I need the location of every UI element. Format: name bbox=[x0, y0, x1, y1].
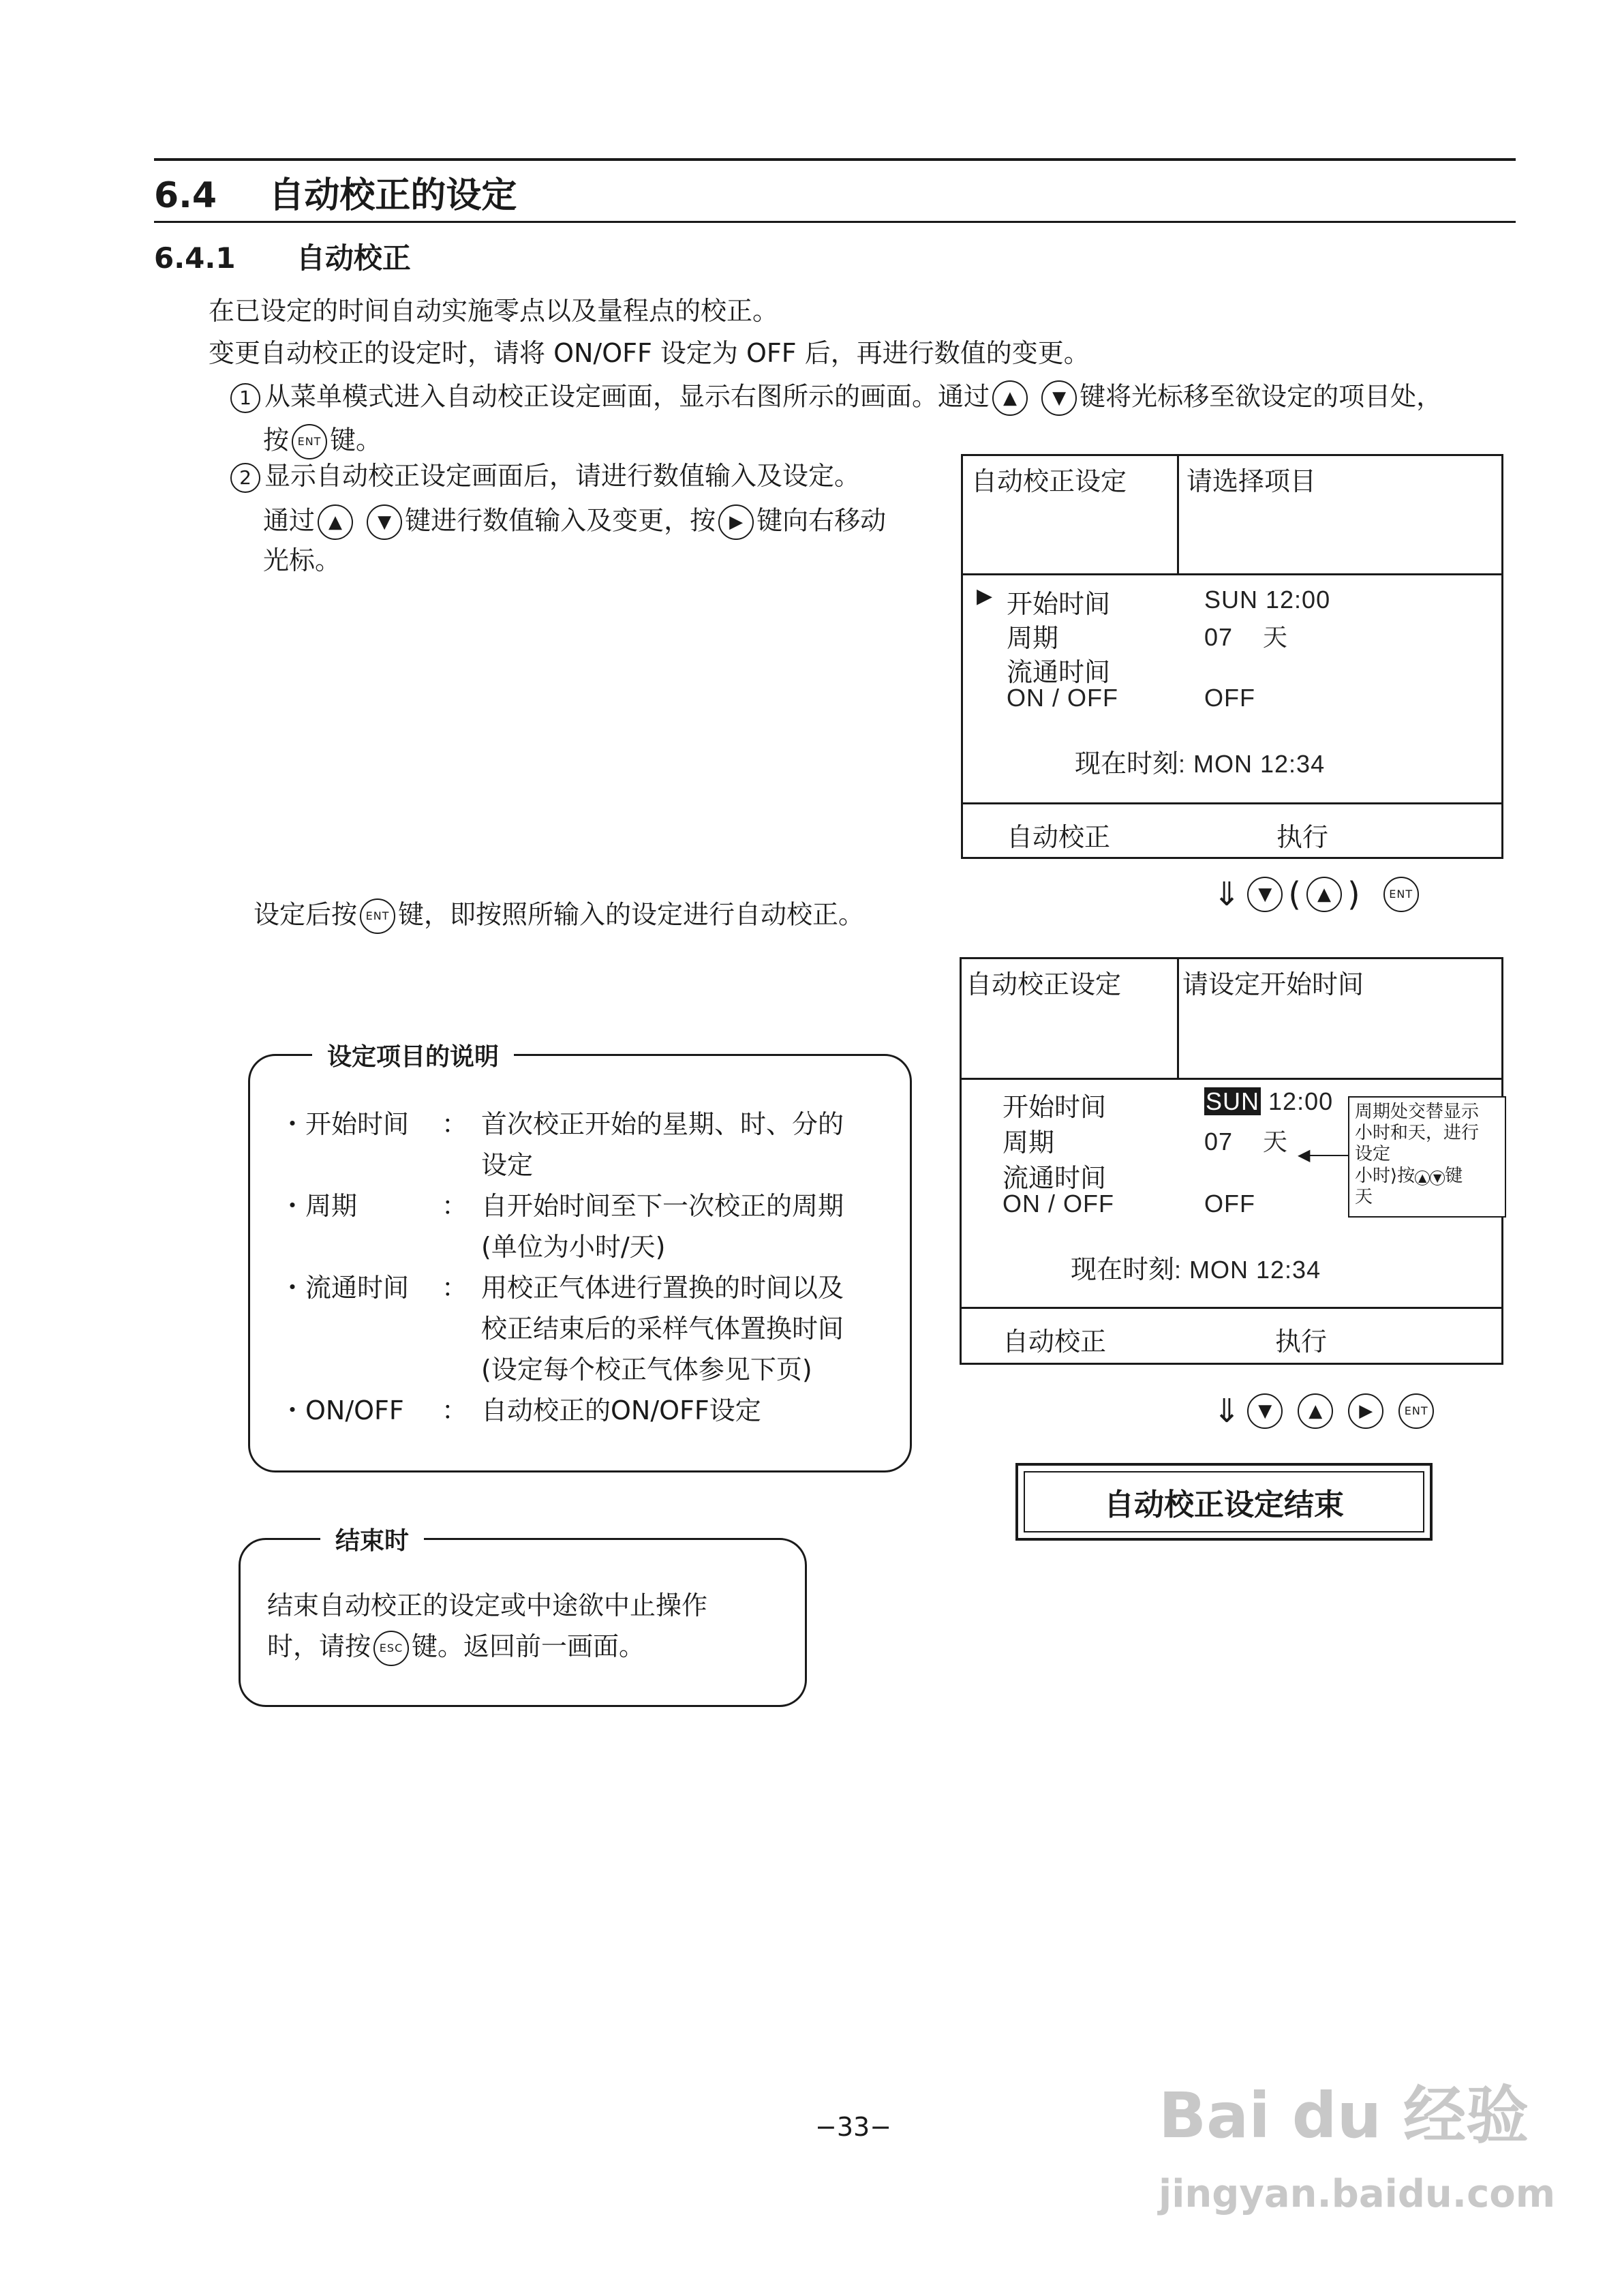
subsection-title: 自动校正 bbox=[296, 241, 411, 275]
screen2-clock-value: : MON 12:34 bbox=[1174, 1256, 1321, 1284]
top-rule bbox=[154, 158, 1516, 161]
step1-text-c: 按 bbox=[263, 425, 290, 455]
nav-keys-1 bbox=[1213, 875, 1422, 913]
screen2-title: 自动校正设定 bbox=[966, 969, 1122, 999]
section-number: 6.4 bbox=[154, 175, 217, 216]
screen2-row-onoff-label: ON / OFF bbox=[1003, 1190, 1114, 1218]
up-key-small-icon: ▲ bbox=[1415, 1170, 1430, 1185]
step1-line-1 bbox=[230, 380, 1442, 416]
step2-number: 2 bbox=[230, 463, 260, 493]
screen1-row-flow-label: 流通时间 bbox=[1007, 657, 1111, 687]
item-start-name: ・开始时间 bbox=[279, 1109, 410, 1139]
screen2-clock-label: 现在时刻 bbox=[1071, 1254, 1175, 1284]
item-flow-name: ・流通时间 bbox=[279, 1273, 410, 1303]
item-flow-sep: ： bbox=[442, 1273, 468, 1303]
screen2-row-start-value bbox=[1204, 1087, 1333, 1116]
section-title: 自动校正的设定 bbox=[269, 175, 517, 216]
screen2-footer-right: 执行 bbox=[1275, 1327, 1328, 1357]
screen2-row-period-label: 周期 bbox=[1003, 1128, 1055, 1158]
screen1-row-onoff-label: ON / OFF bbox=[1007, 684, 1118, 712]
note-line-1: 周期处交替显示 bbox=[1355, 1102, 1480, 1122]
exit-line-1: 结束自动校正的设定或中途欲中止操作 bbox=[267, 1590, 708, 1620]
step1-number: 1 bbox=[230, 383, 260, 413]
after-setting-line bbox=[254, 898, 864, 934]
subsection-number: 6.4.1 bbox=[154, 241, 236, 275]
screen1-cursor: ▶ bbox=[977, 584, 993, 608]
intro-line-2: 变更自动校正的设定时，请将 ON/OFF 设定为 OFF 后，再进行数值的变更。 bbox=[209, 338, 1090, 368]
screen1-title: 自动校正设定 bbox=[971, 466, 1127, 496]
toggle-bracket-icon: ⟩ bbox=[1390, 1165, 1398, 1186]
screen2-day-highlight: SUN bbox=[1206, 1087, 1260, 1115]
step2-text-c: 键进行数值输入及变更，按 bbox=[405, 505, 716, 536]
items-explanation-title: 设定项目的说明 bbox=[312, 1038, 514, 1072]
item-start-desc-2: 设定 bbox=[481, 1150, 534, 1180]
item-onoff-name: ・ON/OFF bbox=[279, 1395, 404, 1425]
screen1-header-divider bbox=[1177, 456, 1179, 575]
down-key-icon: ▼ bbox=[1247, 1393, 1283, 1429]
esc-key-icon: ESC bbox=[373, 1631, 409, 1666]
ent-key-icon: ENT bbox=[1398, 1393, 1434, 1429]
paren-close: ) bbox=[1347, 875, 1360, 913]
step1-text-d: 键。 bbox=[330, 425, 382, 455]
exit-text-b: 键。返回前一画面。 bbox=[412, 1631, 645, 1661]
step1-text-b: 键将光标移至欲设定的项目处， bbox=[1080, 381, 1443, 412]
item-period-desc-1: 自开始时间至下一次校正的周期 bbox=[481, 1191, 844, 1221]
item-period-name: ・周期 bbox=[279, 1191, 358, 1221]
ent-key-icon: ENT bbox=[1383, 877, 1419, 912]
step1-text-a: 从菜单模式进入自动校正设定画面，显示右图所示的画面。通过 bbox=[264, 381, 990, 412]
note-hour: 小时 bbox=[1355, 1165, 1391, 1186]
note-pointer-line bbox=[1307, 1155, 1348, 1156]
note-line-2: 小时和天，进行 bbox=[1355, 1123, 1480, 1144]
item-start-sep: ： bbox=[442, 1109, 468, 1139]
screen1-footer-left: 自动校正 bbox=[1007, 822, 1111, 852]
step2-line-3: 光标。 bbox=[263, 545, 341, 575]
screen1-row-period-label: 周期 bbox=[1007, 623, 1059, 653]
screen1-clock-label: 现在时刻 bbox=[1075, 749, 1179, 779]
period-note-callout bbox=[1348, 1096, 1506, 1218]
intro-line-1: 在已设定的时间自动实施零点以及量程点的校正。 bbox=[209, 296, 779, 326]
item-period-desc-2: (单位为小时/天) bbox=[481, 1232, 666, 1262]
watermark-brand: Bai du 经验 bbox=[1159, 2079, 1529, 2152]
item-onoff-desc-1: 自动校正的ON/OFF设定 bbox=[481, 1395, 761, 1425]
up-key-icon: ▲ bbox=[1298, 1393, 1333, 1429]
step2-line-1 bbox=[230, 461, 860, 493]
screen1-footer-right: 执行 bbox=[1276, 822, 1329, 852]
down-key-icon: ▼ bbox=[1247, 877, 1283, 912]
down-arrow-icon: ⇓ bbox=[1213, 1392, 1241, 1430]
setting-complete-box bbox=[1015, 1463, 1433, 1541]
page-number: −33− bbox=[815, 2112, 892, 2142]
paren-open: ( bbox=[1288, 875, 1301, 913]
up-key-icon: ▲ bbox=[318, 504, 353, 540]
note-pointer-arrowhead-icon: ◀ bbox=[1298, 1145, 1311, 1164]
screen2-row-period-value: 07 天 bbox=[1204, 1128, 1289, 1155]
screen1-clock bbox=[1075, 742, 1325, 780]
step2-line-2 bbox=[263, 504, 886, 540]
screen1-row-onoff-value: OFF bbox=[1204, 684, 1255, 712]
ent-key-icon: ENT bbox=[292, 424, 327, 459]
ent-key-icon: ENT bbox=[360, 898, 395, 934]
nav-keys-2 bbox=[1213, 1392, 1437, 1430]
right-key-icon: ▶ bbox=[718, 504, 754, 540]
screen2-start-time: 12:00 bbox=[1268, 1087, 1334, 1115]
note-line-4 bbox=[1355, 1166, 1499, 1187]
setting-complete-label: 自动校正设定结束 bbox=[1104, 1487, 1344, 1522]
right-key-icon: ▶ bbox=[1348, 1393, 1383, 1429]
item-start-desc-1: 首次校正开始的星期、时、分的 bbox=[481, 1109, 844, 1139]
note-line-5: 天 bbox=[1355, 1186, 1373, 1207]
after-text-b: 键，即按照所输入的设定进行自动校正。 bbox=[398, 899, 865, 930]
subsection-heading bbox=[154, 236, 411, 277]
screen2-header-rule bbox=[962, 1078, 1501, 1080]
section-heading bbox=[154, 166, 517, 217]
exit-box-title: 结束时 bbox=[320, 1522, 424, 1556]
down-key-icon: ▼ bbox=[1041, 380, 1077, 416]
step2-text-a: 显示自动校正设定画面后，请进行数值输入及设定。 bbox=[264, 461, 861, 491]
down-key-icon: ▼ bbox=[367, 504, 402, 540]
after-text-a: 设定后按 bbox=[254, 899, 358, 930]
item-onoff-sep: ： bbox=[442, 1395, 468, 1425]
screen1-row-period-value: 07 天 bbox=[1204, 623, 1289, 651]
up-key-icon: ▲ bbox=[992, 380, 1028, 416]
screen2-footer-rule bbox=[962, 1307, 1501, 1309]
step2-text-b: 通过 bbox=[263, 505, 316, 536]
note-press: 按 bbox=[1397, 1165, 1416, 1186]
item-flow-desc-3: (设定每个校正气体参见下页) bbox=[481, 1355, 812, 1385]
screen1-row-start-label: 开始时间 bbox=[1007, 589, 1111, 619]
screen1-clock-value: : MON 12:34 bbox=[1178, 750, 1326, 778]
down-key-small-icon: ▼ bbox=[1430, 1170, 1445, 1185]
screen2-prompt: 请设定开始时间 bbox=[1182, 969, 1364, 999]
exit-box bbox=[239, 1538, 807, 1707]
screen-select-item bbox=[961, 454, 1503, 859]
exit-text-a: 时，请按 bbox=[267, 1631, 371, 1661]
screen2-clock bbox=[1071, 1248, 1321, 1286]
item-period-sep: ： bbox=[442, 1191, 468, 1221]
screen1-header-rule bbox=[963, 573, 1501, 575]
step1-line-2 bbox=[263, 424, 382, 459]
screen1-row-start-value: SUN 12:00 bbox=[1204, 586, 1331, 614]
screen1-prompt: 请选择项目 bbox=[1187, 466, 1317, 496]
down-arrow-icon: ⇓ bbox=[1213, 875, 1241, 913]
up-key-icon: ▲ bbox=[1306, 877, 1342, 912]
section-underline bbox=[154, 221, 1516, 223]
exit-line-2 bbox=[267, 1625, 645, 1666]
item-flow-desc-2: 校正结束后的采样气体置换时间 bbox=[481, 1314, 844, 1344]
screen2-header-divider bbox=[1177, 959, 1179, 1079]
screen2-row-flow-label: 流通时间 bbox=[1003, 1163, 1107, 1193]
screen2-row-start-label: 开始时间 bbox=[1003, 1092, 1107, 1122]
screen1-footer-rule bbox=[963, 802, 1501, 804]
screen2-footer-left: 自动校正 bbox=[1003, 1327, 1107, 1357]
watermark-url: jingyan.baidu.com bbox=[1159, 2172, 1556, 2216]
step2-text-d: 键向右移动 bbox=[756, 505, 887, 536]
screen2-row-onoff-value: OFF bbox=[1204, 1190, 1255, 1218]
note-line-3: 设定 bbox=[1355, 1144, 1391, 1165]
note-key: 键 bbox=[1445, 1165, 1463, 1186]
item-flow-desc-1: 用校正气体进行置换的时间以及 bbox=[481, 1273, 844, 1303]
